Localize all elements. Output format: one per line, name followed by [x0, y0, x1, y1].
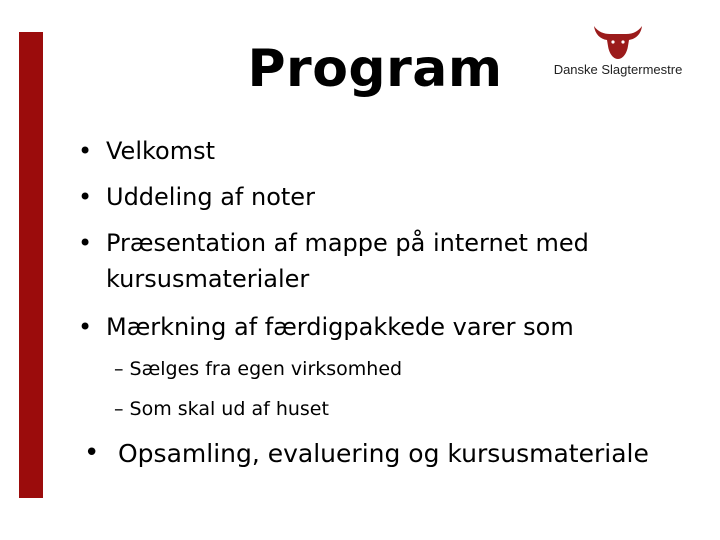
bullet-item-maerkning: Mærkning af færdigpakkede varer som [106, 313, 574, 341]
bullet-marker: • [78, 183, 93, 211]
slide-title: Program [247, 39, 503, 99]
bullet-marker: • [78, 229, 93, 257]
bullet-item-praesentation: Præsentation af mappe på internet med [106, 229, 589, 257]
bullet-item-velkomst: Velkomst [106, 137, 216, 165]
bullet-marker: • [84, 438, 100, 468]
sub-item-som-skal: – Som skal ud af huset [114, 398, 329, 420]
bullet-marker: • [78, 137, 93, 165]
logo [548, 22, 688, 82]
bullet-item-opsamling: Opsamling, evaluering og kursusmateriale [118, 439, 649, 468]
sub-item-saelges: – Sælges fra egen virksomhed [114, 358, 403, 380]
bullet-item-praesentation-continuation: kursusmaterialer [106, 265, 310, 293]
logo-text: Danske Slagtermestre [553, 62, 683, 77]
accent-bar [19, 32, 43, 498]
bullet-item-uddeling: Uddeling af noter [106, 183, 315, 211]
bullet-marker: • [78, 313, 93, 341]
bull-head-icon [588, 22, 648, 62]
